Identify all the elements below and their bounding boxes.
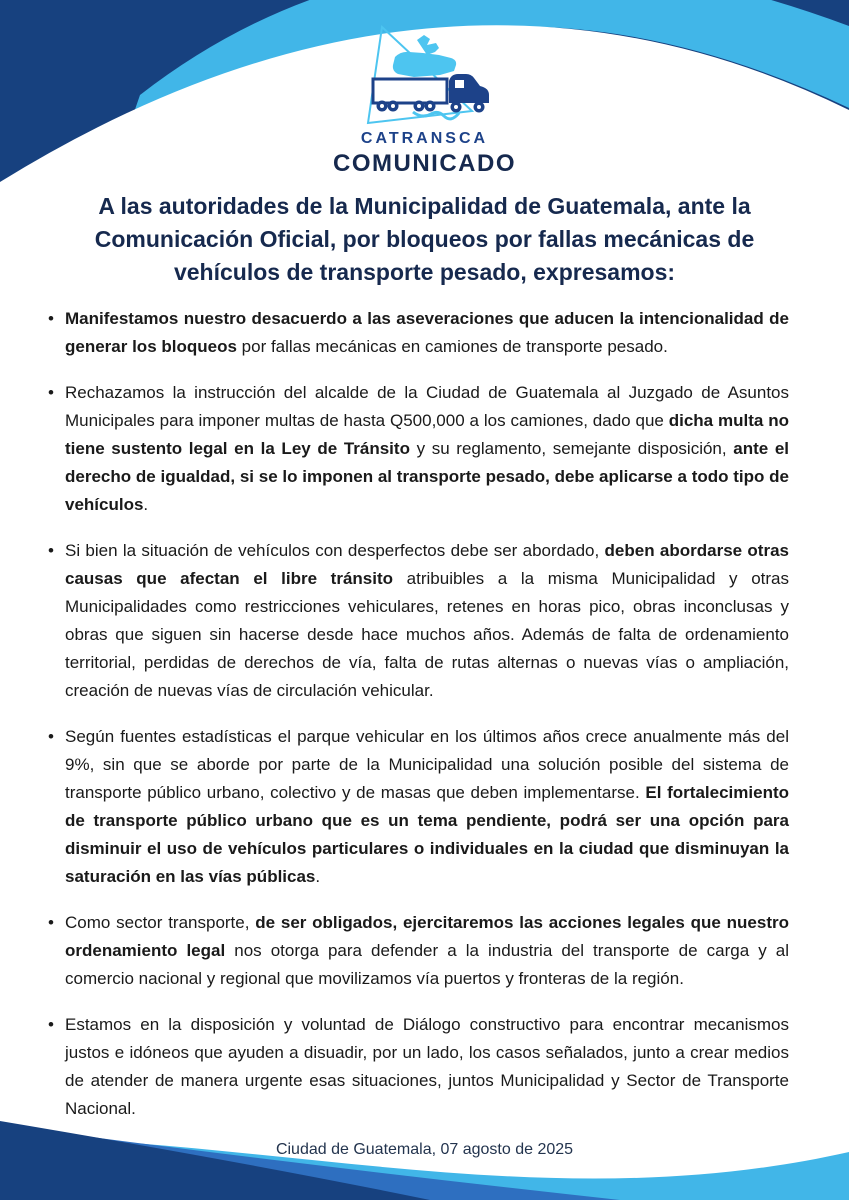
list-item: [48, 537, 789, 705]
body-text: Estamos en la disposición y voluntad de Diálogo constructivo para encontrar mecanismos justos e idóneos que ayuden a disuadir, por un lado, los casos señalados, junto a crear medios de atender de manera urgente esas situaciones, juntos Municipalidad y Sector de Transporte Nacional.: [65, 1015, 789, 1118]
bold-text: deben abordarse otras causas que afectan el libre tránsito: [65, 541, 789, 588]
dateline: Ciudad de Guatemala, 07 agosto de 2025: [275, 1141, 574, 1158]
body-text: Rechazamos la instrucción del alcalde de la Ciudad de Guatemala al Juzgado de Asuntos Municipales para imponer multas de hasta Q500,000 a los camiones, dado que: [65, 383, 789, 430]
body-text: por fallas mecánicas en camiones de transporte pesado.: [236, 337, 668, 356]
list-item: [48, 305, 789, 361]
bold-text: Manifestamos nuestro desacuerdo a las aseveraciones que aducen la intencionalidad de generar los bloqueos: [65, 309, 789, 356]
list-item: [48, 909, 789, 993]
bold-text: de ser obligados, ejercitaremos las acciones legales que nuestro ordenamiento legal: [65, 913, 790, 960]
list-item: [48, 723, 789, 891]
list-item: [48, 1011, 789, 1123]
body-text: nos otorga para defender a la industria del transporte de carga y al comercio nacional y regional que movilizamos vía puertos y fronteras de la región.: [65, 941, 789, 988]
central-america-truck-logo-icon: [355, 24, 495, 128]
bold-text: El fortalecimiento de transporte público urbano que es un tema pendiente, podrá ser una opción para disminuir el uso de vehículos particulares o individuales en la ciudad que disminuyan la saturación en las vías públicas: [65, 783, 789, 886]
page-title: COMUNICADO: [333, 150, 516, 177]
body-text: .: [315, 867, 321, 886]
body-text: .: [143, 495, 149, 514]
body-text: Si bien la situación de vehículos con desperfectos debe ser abordado,: [65, 541, 605, 560]
bold-text: dicha multa no tiene sustento legal en la Ley de Tránsito: [65, 411, 789, 458]
body-text: Como sector transporte,: [65, 913, 256, 932]
bullet-list: [48, 305, 789, 1123]
body-text: y su reglamento, semejante disposición,: [409, 439, 734, 458]
body-text: atribuibles a la misma Municipalidad y otras Municipalidades como restricciones vehiculares, retenes en horas pico, obras inconclusas y obras que siguen sin hacerse desde hace muchos años. Además de falta de ordenamiento territorial, perdidas de derechos de vía, falta de rutas alternas o nuevas vías o ampliación, creación de nuevas vías de circulación vehicular.: [65, 569, 789, 700]
logo: [0, 24, 849, 148]
list-item: [48, 379, 789, 519]
document-heading: A las autoridades de la Municipalidad de Guatemala, ante la Comunicación Oficial, por bloqueos por fallas mecánicas de vehículos de transporte pesado, expresamos:: [94, 193, 755, 285]
bold-text: ante el derecho de igualdad, si se lo imponen al transporte pesado, debe aplicarse a todo tipo de vehículos: [65, 439, 789, 514]
body-text: Según fuentes estadísticas el parque vehicular en los últimos años crece anualmente más del 9%, sin que se aborde por parte de la Municipalidad una solución posible del sistema de transporte público urbano, colectivo y de masas que deben implementarse.: [65, 727, 789, 802]
logo-wordmark: CATRANSCA: [360, 130, 489, 147]
